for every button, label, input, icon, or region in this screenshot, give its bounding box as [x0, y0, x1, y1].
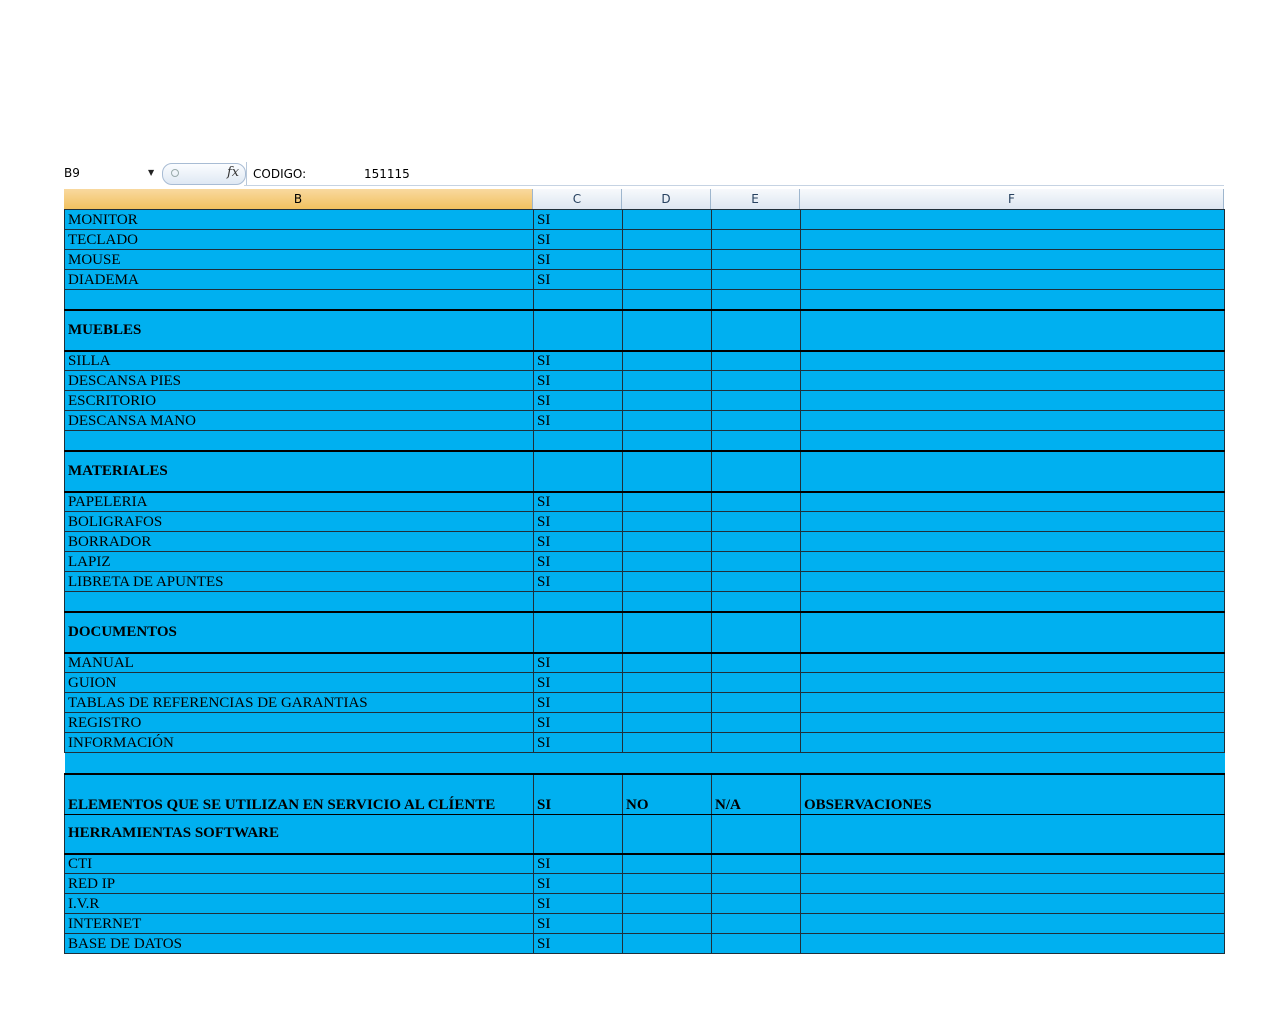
cell-e[interactable]: [712, 874, 801, 894]
cell-f[interactable]: [801, 270, 1225, 290]
cell-e[interactable]: [712, 815, 801, 854]
cell-f[interactable]: [801, 290, 1225, 310]
cell-f[interactable]: [801, 653, 1225, 673]
cell-c[interactable]: SI: [534, 532, 623, 552]
cell-c[interactable]: SI: [534, 210, 623, 230]
cell-b[interactable]: MATERIALES: [65, 451, 534, 492]
cell-f[interactable]: [801, 572, 1225, 592]
cell-c[interactable]: SI: [534, 351, 623, 371]
cell-c[interactable]: SI: [534, 774, 623, 815]
formula-value[interactable]: 151115: [364, 167, 410, 181]
cell-f[interactable]: [801, 210, 1225, 230]
column-header-f[interactable]: F: [800, 189, 1224, 209]
table-row: [65, 210, 1225, 230]
cell-b[interactable]: MANUAL: [65, 653, 534, 673]
cell-f[interactable]: [801, 371, 1225, 391]
cell-e[interactable]: [712, 572, 801, 592]
cell-e[interactable]: [712, 552, 801, 572]
column-header-b[interactable]: B: [64, 189, 533, 209]
cell-c[interactable]: SI: [534, 411, 623, 431]
cell-f[interactable]: [801, 230, 1225, 250]
cell-f[interactable]: [801, 693, 1225, 713]
cell-f[interactable]: [801, 451, 1225, 492]
cell-c[interactable]: SI: [534, 552, 623, 572]
cell-c[interactable]: [534, 451, 623, 492]
table-row: [65, 512, 1225, 532]
table-row: [65, 270, 1225, 290]
fx-icon[interactable]: fx: [227, 165, 240, 180]
cell-f[interactable]: [801, 854, 1225, 874]
cell-e[interactable]: [712, 854, 801, 874]
cell-e[interactable]: N/A: [712, 774, 801, 815]
cell-c[interactable]: SI: [534, 270, 623, 290]
table-row: [65, 572, 1225, 592]
cell-c[interactable]: SI: [534, 230, 623, 250]
section-row: [65, 612, 1225, 653]
cell-c[interactable]: [534, 431, 623, 451]
cell-b[interactable]: MOUSE: [65, 250, 534, 270]
cell-b[interactable]: ELEMENTOS QUE SE UTILIZAN EN SERVICIO AL CLÍENTE: [65, 774, 534, 815]
cell-d[interactable]: [623, 210, 712, 230]
formula-separator: [246, 162, 247, 186]
formula-underline: [244, 185, 1224, 186]
cell-e[interactable]: [712, 653, 801, 673]
cell-b[interactable]: [65, 592, 534, 612]
cell-c[interactable]: SI: [534, 934, 623, 954]
cell-e[interactable]: [712, 431, 801, 451]
table-row: [65, 733, 1225, 753]
cell-e[interactable]: [712, 310, 801, 351]
section-row: [65, 310, 1225, 351]
cell-c[interactable]: SI: [534, 894, 623, 914]
cell-d[interactable]: [623, 733, 712, 753]
cell-e[interactable]: [712, 270, 801, 290]
cell-e[interactable]: [712, 612, 801, 653]
cell-b[interactable]: RED IP: [65, 874, 534, 894]
cell-d[interactable]: [623, 552, 712, 572]
cell-c[interactable]: SI: [534, 653, 623, 673]
cell-d[interactable]: [623, 431, 712, 451]
cell-e[interactable]: [712, 713, 801, 733]
cell-d[interactable]: [623, 351, 712, 371]
cell-f[interactable]: [801, 250, 1225, 270]
cell-b[interactable]: INTERNET: [65, 914, 534, 934]
cell-d[interactable]: [623, 653, 712, 673]
cell-f[interactable]: [801, 391, 1225, 411]
cell-d[interactable]: [623, 572, 712, 592]
cell-b[interactable]: MONITOR: [65, 210, 534, 230]
cell-d[interactable]: [623, 753, 712, 774]
table-row: [65, 854, 1225, 874]
cell-d[interactable]: [623, 290, 712, 310]
cell-d[interactable]: [623, 815, 712, 854]
cell-e[interactable]: [712, 512, 801, 532]
cell-f[interactable]: [801, 894, 1225, 914]
cell-d[interactable]: [623, 411, 712, 431]
cell-f[interactable]: [801, 552, 1225, 572]
column-header-d[interactable]: D: [622, 189, 711, 209]
cell-f[interactable]: [801, 411, 1225, 431]
table-row: [65, 351, 1225, 371]
cell-f[interactable]: [801, 492, 1225, 512]
cell-e[interactable]: [712, 914, 801, 934]
cell-f[interactable]: [801, 431, 1225, 451]
cell-e[interactable]: [712, 733, 801, 753]
cell-e[interactable]: [712, 693, 801, 713]
cell-f[interactable]: [801, 934, 1225, 954]
cell-c[interactable]: SI: [534, 391, 623, 411]
cell-c[interactable]: [534, 310, 623, 351]
cell-e[interactable]: [712, 250, 801, 270]
cell-d[interactable]: [623, 391, 712, 411]
table-row: [65, 391, 1225, 411]
section2-row: [65, 815, 1225, 854]
cell-b[interactable]: GUION: [65, 673, 534, 693]
cell-b[interactable]: DESCANSA MANO: [65, 411, 534, 431]
table-row: [65, 411, 1225, 431]
cell-e[interactable]: [712, 532, 801, 552]
cell-c[interactable]: [534, 290, 623, 310]
cell-d[interactable]: NO: [623, 774, 712, 815]
table-row: [65, 713, 1225, 733]
table-row: [65, 914, 1225, 934]
cell-b[interactable]: HERRAMIENTAS SOFTWARE: [65, 815, 534, 854]
dropdown-arrow-icon[interactable]: ▼: [148, 168, 155, 177]
cell-c[interactable]: SI: [534, 874, 623, 894]
cell-d[interactable]: [623, 371, 712, 391]
cell-b[interactable]: BASE DE DATOS: [65, 934, 534, 954]
cell-b[interactable]: LIBRETA DE APUNTES: [65, 572, 534, 592]
table-row: [65, 894, 1225, 914]
cell-b[interactable]: BOLIGRAFOS: [65, 512, 534, 532]
cell-d[interactable]: [623, 612, 712, 653]
cell-f[interactable]: [801, 512, 1225, 532]
cell-f[interactable]: [801, 914, 1225, 934]
cell-d[interactable]: [623, 230, 712, 250]
cell-b[interactable]: MUEBLES: [65, 310, 534, 351]
cell-c[interactable]: SI: [534, 492, 623, 512]
cell-f[interactable]: [801, 673, 1225, 693]
cell-c[interactable]: SI: [534, 673, 623, 693]
blank-row: [65, 290, 1225, 310]
cell-d[interactable]: [623, 713, 712, 733]
cell-b[interactable]: DIADEMA: [65, 270, 534, 290]
cell-b[interactable]: I.V.R: [65, 894, 534, 914]
cell-f[interactable]: [801, 713, 1225, 733]
cell-e[interactable]: [712, 371, 801, 391]
table-row: [65, 371, 1225, 391]
cell-e[interactable]: [712, 894, 801, 914]
column-header-c[interactable]: C: [533, 189, 622, 209]
cell-d[interactable]: [623, 250, 712, 270]
cell-e[interactable]: [712, 673, 801, 693]
cell-d[interactable]: [623, 673, 712, 693]
table-row: [65, 874, 1225, 894]
table-row: [65, 673, 1225, 693]
spreadsheet-grid: [64, 209, 1225, 954]
table-row: [65, 492, 1225, 512]
cell-f[interactable]: [801, 351, 1225, 371]
cell-f[interactable]: [801, 592, 1225, 612]
cell-c[interactable]: [534, 592, 623, 612]
cell-b[interactable]: CTI: [65, 854, 534, 874]
cell-e[interactable]: [712, 753, 801, 774]
section-row: [65, 451, 1225, 492]
blank-row: [65, 592, 1225, 612]
cell-c[interactable]: [534, 815, 623, 854]
cell-e[interactable]: [712, 934, 801, 954]
cell-d[interactable]: [623, 874, 712, 894]
cell-e[interactable]: [712, 290, 801, 310]
table-row: [65, 552, 1225, 572]
cell-f[interactable]: [801, 753, 1225, 774]
cell-d[interactable]: [623, 512, 712, 532]
cell-b[interactable]: ESCRITORIO: [65, 391, 534, 411]
cell-d[interactable]: [623, 492, 712, 512]
cell-b[interactable]: [65, 431, 534, 451]
header-row: [65, 774, 1225, 815]
cell-b[interactable]: TABLAS DE REFERENCIAS DE GARANTIAS: [65, 693, 534, 713]
formula-label[interactable]: CODIGO:: [253, 167, 307, 181]
cell-e[interactable]: [712, 411, 801, 431]
cell-f[interactable]: OBSERVACIONES: [801, 774, 1225, 815]
cell-c[interactable]: [534, 612, 623, 653]
cell-e[interactable]: [712, 391, 801, 411]
cell-c[interactable]: SI: [534, 854, 623, 874]
name-box[interactable]: B9: [64, 166, 80, 180]
cell-b[interactable]: [65, 753, 534, 774]
cell-c[interactable]: SI: [534, 914, 623, 934]
cell-b[interactable]: DESCANSA PIES: [65, 371, 534, 391]
cell-b[interactable]: REGISTRO: [65, 713, 534, 733]
cell-f[interactable]: [801, 310, 1225, 351]
cell-d[interactable]: [623, 310, 712, 351]
table-row: [65, 653, 1225, 673]
cell-e[interactable]: [712, 210, 801, 230]
cell-f[interactable]: [801, 815, 1225, 854]
gap-row: [65, 753, 1225, 774]
table-row: [65, 693, 1225, 713]
cell-d[interactable]: [623, 934, 712, 954]
cell-f[interactable]: [801, 532, 1225, 552]
cell-f[interactable]: [801, 874, 1225, 894]
cell-e[interactable]: [712, 492, 801, 512]
blank-row: [65, 431, 1225, 451]
table-row: [65, 934, 1225, 954]
cell-b[interactable]: TECLADO: [65, 230, 534, 250]
table-row: [65, 230, 1225, 250]
cell-b[interactable]: LAPIZ: [65, 552, 534, 572]
cell-c[interactable]: SI: [534, 713, 623, 733]
expand-icon[interactable]: [171, 169, 179, 177]
cell-f[interactable]: [801, 612, 1225, 653]
cell-d[interactable]: [623, 592, 712, 612]
cell-d[interactable]: [623, 693, 712, 713]
formula-tools: [162, 163, 246, 185]
cell-c[interactable]: SI: [534, 512, 623, 532]
formula-bar: [64, 162, 1224, 186]
cell-c[interactable]: SI: [534, 371, 623, 391]
cell-b[interactable]: INFORMACIÓN: [65, 733, 534, 753]
column-header-e[interactable]: E: [711, 189, 800, 209]
cell-c[interactable]: SI: [534, 733, 623, 753]
cell-c[interactable]: SI: [534, 572, 623, 592]
cell-d[interactable]: [623, 894, 712, 914]
cell-e[interactable]: [712, 451, 801, 492]
cell-f[interactable]: [801, 733, 1225, 753]
cell-d[interactable]: [623, 532, 712, 552]
cell-e[interactable]: [712, 230, 801, 250]
table-row: [65, 532, 1225, 552]
table-row: [65, 250, 1225, 270]
cell-b[interactable]: [65, 290, 534, 310]
cell-b[interactable]: DOCUMENTOS: [65, 612, 534, 653]
cell-c[interactable]: SI: [534, 250, 623, 270]
cell-b[interactable]: PAPELERIA: [65, 492, 534, 512]
cell-e[interactable]: [712, 351, 801, 371]
cell-e[interactable]: [712, 592, 801, 612]
cell-c[interactable]: [534, 753, 623, 774]
cell-d[interactable]: [623, 854, 712, 874]
cell-d[interactable]: [623, 270, 712, 290]
column-headers: [64, 189, 1224, 210]
cell-c[interactable]: SI: [534, 693, 623, 713]
cell-b[interactable]: BORRADOR: [65, 532, 534, 552]
cell-b[interactable]: SILLA: [65, 351, 534, 371]
cell-d[interactable]: [623, 451, 712, 492]
cell-d[interactable]: [623, 914, 712, 934]
